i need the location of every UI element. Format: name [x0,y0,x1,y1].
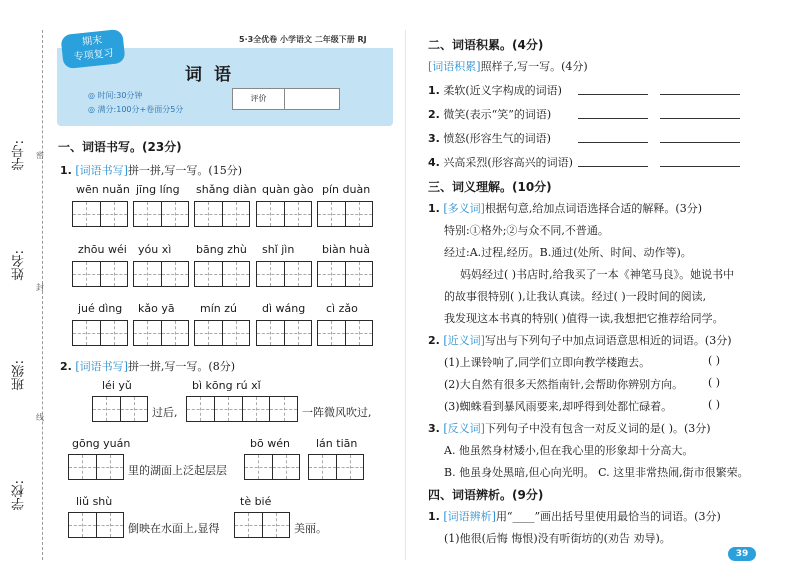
answer-line[interactable] [578,118,648,119]
pinyin: kǎo yā [138,302,175,315]
pinyin: léi yǔ [102,379,132,392]
q2-text: 倒映在水面上,显得 [128,522,220,535]
writing-grid[interactable] [72,201,128,227]
time-info: ◎ 时间:30分钟 [88,91,143,100]
answer-paren[interactable]: ( ) [708,376,721,389]
writing-grid[interactable] [317,320,373,346]
writing-grid[interactable] [72,261,128,287]
s1-q2: 2. [词语书写]拼一拼,写一写。(8分) [60,360,236,373]
writing-grid[interactable] [317,201,373,227]
pinyin: cì zǎo [326,302,358,315]
writing-grid[interactable] [72,320,128,346]
s2-item3: 3. 愤怒(形容生气的词语) [428,132,551,145]
pinyin: bì kōng rú xǐ [192,379,261,392]
writing-grid[interactable] [133,320,189,346]
writing-grid[interactable] [68,454,124,480]
s3-passage: 的故事很特别( ),让我认真读。经过( )一段时间的阅读, [444,290,707,303]
answer-line[interactable] [660,94,740,95]
badge-line2: 专项复习 [73,47,115,64]
fold-mark-seal: 封 [36,283,44,292]
page-divider [405,30,406,560]
s2-item4: 4. 兴高采烈(形容高兴的词语) [428,156,573,169]
page-title: 词语 [185,65,243,85]
pinyin: jué dìng [78,302,123,315]
writing-grid[interactable] [256,320,312,346]
series-text: 5·3全优卷 小学语文 二年级下册 RJ [239,35,367,44]
pinyin: pín duàn [322,183,371,196]
section2-heading: 二、词语积累。(4分) [428,38,544,52]
s4-q1: 1. [词语辨析]用“____”画出括号里使用最恰当的词语。(3分) [428,510,721,523]
writing-grid[interactable] [234,512,290,538]
student-id-label: 学号: [12,140,27,171]
evaluation-box [232,88,340,110]
q2-text: 一阵微风吹过, [302,406,372,419]
s2-item1: 1. 柔软(近义字构成的词语) [428,84,562,97]
section4-heading: 四、词语辨析。(9分) [428,488,544,502]
s3-q2-item: (1)上课铃响了,同学们立即向教学楼跑去。 [444,356,651,369]
writing-grid[interactable] [92,396,148,422]
answer-line[interactable] [660,142,740,143]
writing-grid[interactable] [256,201,312,227]
writing-grid[interactable] [186,396,298,422]
s3-passage: 我发现这本书真的特别( )值得一读,我想把它推荐给同学。 [444,312,724,325]
pinyin: shǎng diàn [196,183,257,196]
s2-item2: 2. 微笑(表示“笑”的词语) [428,108,552,121]
score-info: ◎ 满分:100分+卷面分5分 [88,105,184,114]
pinyin: gōng yuán [72,437,131,450]
section1-heading: 一、词语书写。(23分) [58,140,182,154]
s3-q2-item: (3)蜘蛛看到暴风雨要来,却呼得到处都忙碌着。 [444,400,673,413]
pinyin: jīng líng [136,183,180,196]
answer-line[interactable] [578,94,648,95]
writing-grid[interactable] [317,261,373,287]
pinyin: bāng zhù [196,243,247,256]
evaluation-blank[interactable] [285,89,339,109]
name-label: 姓名: [12,250,27,281]
section3-heading: 三、词义理解。(10分) [428,180,552,194]
answer-line[interactable] [578,166,648,167]
s3-q2-item: (2)大自然有很多天然指南针,会帮助你辨别方向。 [444,378,684,391]
writing-grid[interactable] [133,261,189,287]
page-number: 39 [728,547,756,561]
pinyin: biàn huà [322,243,370,256]
answer-line[interactable] [578,142,648,143]
pinyin: quàn gào [262,183,314,196]
q2-text: 美丽。 [294,522,327,535]
s3-def1: 特别:①格外;②与众不同,不普通。 [444,224,609,237]
s3-def2: 经过:A.过程,经历。B.通过(处所、时间、动作等)。 [444,246,692,259]
writing-grid[interactable] [194,320,250,346]
writing-grid[interactable] [68,512,124,538]
class-label: 班级: [12,360,27,391]
s3-q3-option: A. 他虽然身材矮小,但在我心里的形象却十分高大。 [444,444,694,457]
review-badge [60,29,125,69]
q2-text: 过后, [152,406,178,419]
pinyin: dì wáng [262,302,306,315]
evaluation-label: 评价 [233,89,285,109]
s3-q2: 2. [近义词]写出与下列句子中加点词语意思相近的词语。(3分) [428,334,732,347]
s2-intro: [词语积累]照样子,写一写。(4分) [428,60,588,73]
writing-grid[interactable] [133,201,189,227]
school-label: 学校: [12,480,27,511]
s1-q1: 1. [词语书写]拼一拼,写一写。(15分) [60,164,243,177]
writing-grid[interactable] [308,454,364,480]
writing-grid[interactable] [194,261,250,287]
pinyin: lán tiān [316,437,358,450]
pinyin: zhōu wéi [78,243,127,256]
writing-grid[interactable] [194,201,250,227]
answer-paren[interactable]: ( ) [708,398,721,411]
s3-q3: 3. [反义词]下列句子中没有包含一对反义词的是( )。(3分) [428,422,711,435]
badge-line1: 期末 [81,35,103,49]
binding-dashed-line [42,30,43,560]
pinyin: tè bié [240,495,272,508]
s3-q3-option: B. 他虽身处黑暗,但心向光明。 C. 这里非常热闹,街市很繁荣。 [444,466,749,479]
s3-q1: 1. [多义词]根据句意,给加点词语选择合适的解释。(3分) [428,202,703,215]
answer-paren[interactable]: ( ) [708,354,721,367]
q2-text: 里的湖面上泛起层层 [128,464,227,477]
answer-line[interactable] [660,118,740,119]
pinyin: mín zú [200,302,237,315]
pinyin: yóu xì [138,243,172,256]
binding-mark: 密 [36,151,44,160]
pinyin: bō wén [250,437,290,450]
pinyin: shǐ jìn [262,243,295,256]
writing-grid[interactable] [244,454,300,480]
writing-grid[interactable] [256,261,312,287]
fold-mark-line: 线 [36,413,44,422]
answer-line[interactable] [660,166,740,167]
pinyin: wēn nuǎn [76,183,130,196]
s3-passage: 妈妈经过( )书店时,给我买了一本《神笔马良》。她说书中 [460,268,735,281]
s4-q1-item: (1)他很(后悔 悔恨)没有听街坊的(劝告 劝导)。 [444,532,671,545]
pinyin: liǔ shù [76,495,113,508]
